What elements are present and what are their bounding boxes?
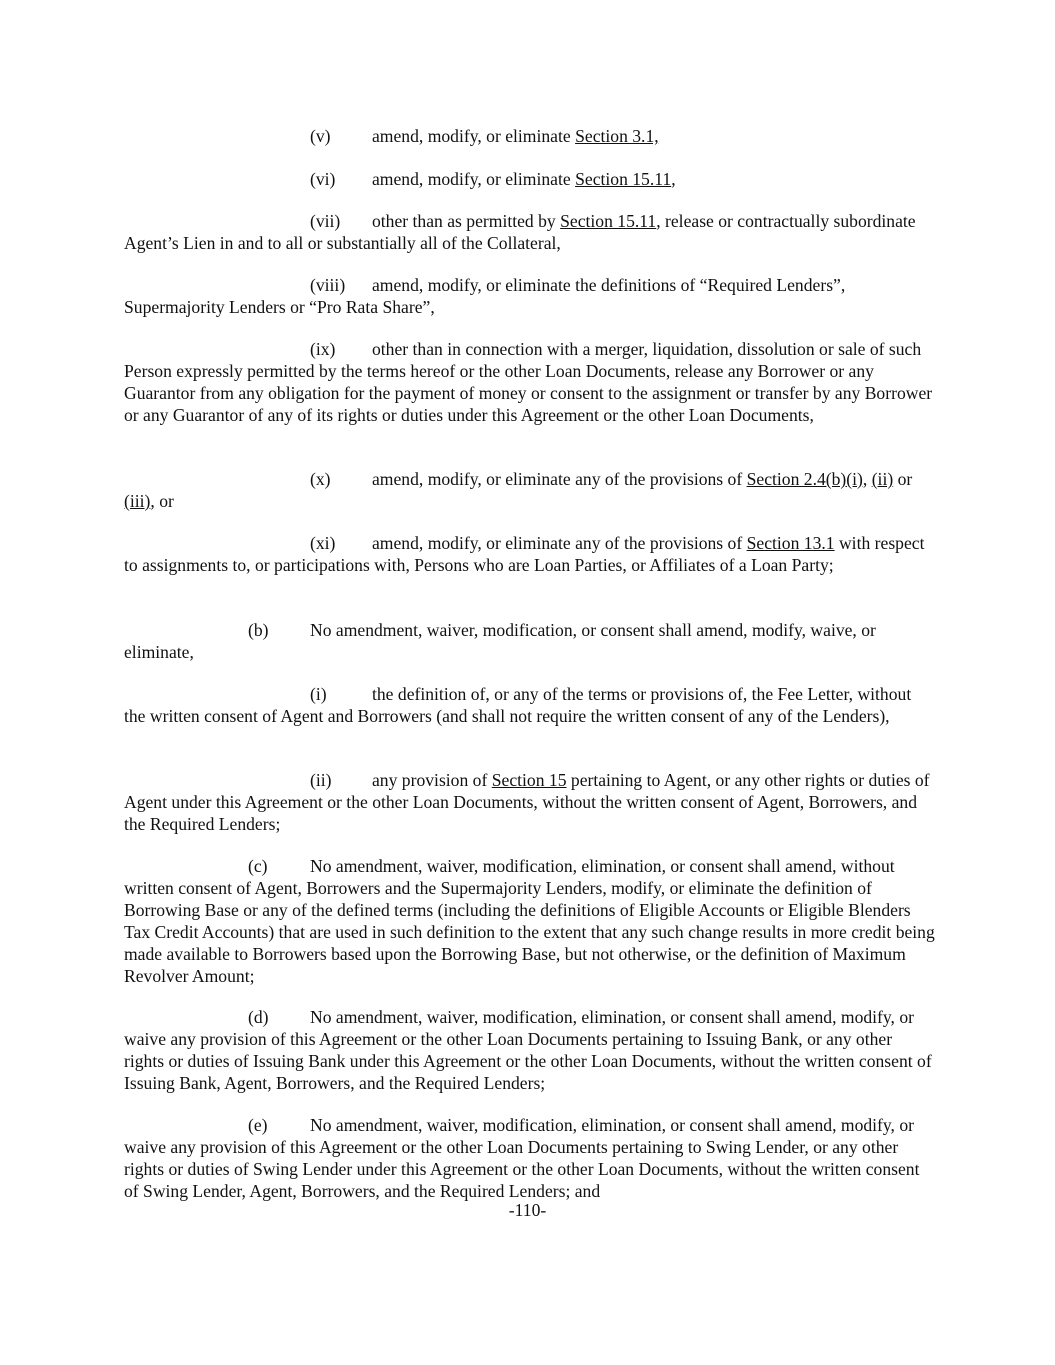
section-text: No amendment, waiver, modification, elimination, or consent shall amend, without written consent of Agent, Borrowers and the Supermajority Lenders, modify, or eliminate the definition of Borrowing Base or any of the defined terms (including the definitions of Eligible Accounts or Eligible Blenders Tax Credit Accounts) that are used in such definition to the extent that any such change results in more credit being made available to Borrowers based upon the Borrowing Base, but not otherwise, or the definition of Maximum Revolver Amount;	[124, 856, 935, 986]
clause-marker: (x)	[310, 469, 331, 489]
section-text: No amendment, waiver, modification, or consent shall amend, modify, waive, or eliminate,	[124, 620, 876, 662]
section-reference-link[interactable]: (iii)	[124, 491, 151, 511]
clause-xi	[124, 532, 936, 576]
clause-vi	[124, 168, 936, 190]
clause-text: ,	[862, 469, 872, 489]
clause-text: or	[893, 469, 913, 489]
clause-marker: (vi)	[310, 169, 336, 189]
section-marker: (e)	[248, 1115, 268, 1135]
clause-marker: (v)	[310, 126, 331, 146]
clause-text: the definition of, or any of the terms or provisions of, the Fee Letter, without the written consent of Agent and Borrowers (and shall not require the written consent of any of the Lenders),	[124, 684, 912, 726]
clause-text: amend, modify, or eliminate	[372, 126, 576, 146]
clause-marker: (viii)	[310, 275, 346, 295]
section-reference-link[interactable]: Section 13.1	[746, 533, 835, 553]
clause-text: other than in connection with a merger, liquidation, dissolution or sale of such Person expressly permitted by the terms hereof or the other Loan Documents, release any Borrower or any Guarantor from any obligation for the payment of money or consent to the assignment or transfer by any Borrower or any Guarantor of any of its rights or duties under this Agreement or the other Loan Documents,	[124, 339, 933, 425]
clause-text: , release or contractually subordinate Agent’s Lien in and to all or substantially all of the Collateral,	[124, 211, 916, 253]
clause-text: other than as permitted by	[372, 211, 561, 231]
section-reference-link[interactable]: Section 2.4(b)(i)	[746, 469, 863, 489]
clause-marker: (xi)	[310, 533, 336, 553]
clause-marker: (i)	[310, 684, 327, 704]
section-text: No amendment, waiver, modification, elimination, or consent shall amend, modify, or waive any provision of this Agreement or the other Loan Documents pertaining to Swing Lender, or any other rights or duties of Swing Lender under this Agreement or the other Loan Documents, without the written consent of Swing Lender, Agent, Borrowers, and the Required Lenders; and	[124, 1115, 920, 1201]
clause-text: amend, modify, or eliminate the definitions of “Required Lenders”, Supermajority Lenders or “Pro Rata Share”,	[124, 275, 846, 317]
section-e	[124, 1114, 936, 1202]
clause-text: with respect to assignments to, or participations with, Persons who are Loan Parties, or Affiliates of a Loan Party;	[124, 533, 925, 575]
clause-marker: (ii)	[310, 770, 332, 790]
clause-ix	[124, 338, 936, 426]
clause-text: , or	[150, 491, 174, 511]
clause-v	[124, 125, 936, 147]
section-text: No amendment, waiver, modification, elimination, or consent shall amend, modify, or waive any provision of this Agreement or the other Loan Documents pertaining to Issuing Bank, or any other rights or duties of Issuing Bank under this Agreement or the other Loan Documents, without the written consent of Issuing Bank, Agent, Borrowers, and the Required Lenders;	[124, 1007, 932, 1093]
clause-text: amend, modify, or eliminate	[372, 169, 576, 189]
clause-text: pertaining to Agent, or any other rights or duties of Agent under this Agreement or the other Loan Documents, without the written consent of Agent, Borrowers, and the Required Lenders;	[124, 770, 930, 834]
clause-marker: (ix)	[310, 339, 336, 359]
page-number: -110-	[508, 1200, 547, 1220]
clause-vii	[124, 210, 936, 254]
section-reference-link[interactable]: Section 15	[491, 770, 567, 790]
section-marker: (d)	[248, 1007, 269, 1027]
clause-b-i	[124, 683, 936, 727]
clause-b-ii	[124, 769, 936, 835]
section-reference-link[interactable]: (ii)	[871, 469, 894, 489]
section-c	[124, 855, 936, 987]
section-marker: (c)	[248, 856, 268, 876]
clause-viii	[124, 274, 936, 318]
section-marker: (b)	[248, 620, 269, 640]
section-reference-link[interactable]: Section 15.11	[575, 169, 672, 189]
clause-text: amend, modify, or eliminate any of the provisions of	[372, 469, 747, 489]
section-reference-link[interactable]: Section 15.11	[560, 211, 657, 231]
clause-text: amend, modify, or eliminate any of the provisions of	[372, 533, 747, 553]
section-b	[124, 619, 936, 663]
section-d	[124, 1006, 936, 1094]
clause-x	[124, 468, 936, 512]
clause-text: any provision of	[372, 770, 492, 790]
clause-marker: (vii)	[310, 211, 341, 231]
clause-text: ,	[671, 169, 676, 189]
section-reference-link[interactable]: Section 3.1,	[575, 126, 659, 146]
